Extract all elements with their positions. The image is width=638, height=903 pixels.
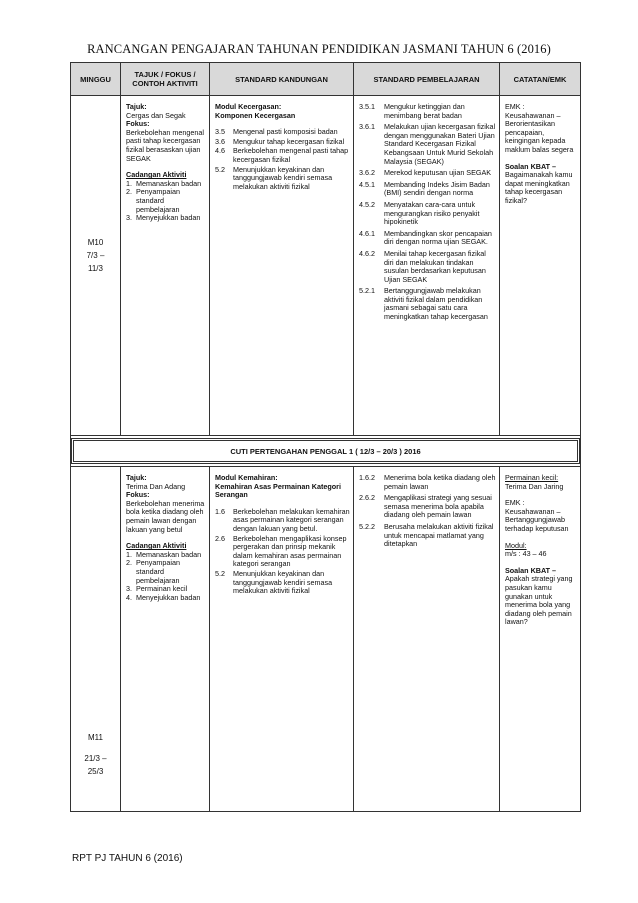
week-row-m10 [71, 96, 581, 436]
tajuk-text: Terima Dan Adang [126, 481, 186, 491]
week-row-m11 [71, 467, 581, 812]
cadangan-label: Cadangan Aktiviti [126, 541, 187, 551]
sk-item: 2.6 Berkebolehan mengaplikasi konsep pergerakan dan prinsip mekanik dalam kemahiran asas permainan kategori serangan [215, 533, 347, 569]
cadangan-item: 2. Penyampaian standard pembelajaran [126, 187, 180, 214]
tajuk-label: Tajuk: [126, 102, 147, 111]
modul-label: Modul Kecergasan: [215, 102, 282, 111]
tajuk-cell [121, 96, 210, 436]
header-tajuk: TAJUK / FOKUS / CONTOH AKTIVITI [121, 63, 210, 96]
standard-kandungan-cell [210, 96, 354, 436]
sp-item: 5.2.2 Berusaha melakukan aktiviti fizikal untuk mencapai matlamat yang ditetapkan [359, 521, 494, 549]
document-title: RANCANGAN PENGAJARAN TAHUNAN PENDIDIKAN JASMANI TAHUN 6 (2016) [87, 42, 551, 56]
emk-label: EMK : [505, 102, 525, 111]
kbat-text: Apakah strategi yang pasukan kamu gunakan untuk menerima bola yang diadang oleh pemain lawan? [505, 574, 573, 627]
kbat-text: Bagaimanakah kamu dapat meningkatkan tahap kecergasan fizikal? [505, 170, 573, 205]
cuti-row [71, 436, 581, 467]
fokus-text: Berkebolehan mengenal pasti tahap kecergasan fizikal berasaskan ujian SEGAK [126, 127, 204, 163]
sk-item: 1.6 Berkebolehan melakukan kemahiran asas permainan kategori serangan dengan lakuan yang betul. [215, 506, 350, 533]
sk-item: 3.6 Mengukur tahap kecergasan fizikal [215, 136, 345, 146]
kbat-label: Soalan KBAT – [505, 565, 556, 575]
catatan-cell [500, 467, 581, 812]
week-cell [71, 96, 121, 436]
standard-kandungan-cell [210, 467, 354, 812]
sp-item: 3.5.1 Mengukur ketinggian dan menimbang berat badan [359, 102, 465, 120]
week-number: M11 [88, 733, 103, 742]
standard-pembelajaran-cell [354, 467, 500, 812]
tajuk-cell [121, 467, 210, 812]
cadangan-item: 1. Memanaskan badan [126, 549, 202, 559]
rpt-table [70, 62, 581, 812]
modul-text: Komponen Kecergasan [215, 110, 296, 120]
header-standard-pembelajaran: STANDARD PEMBELAJARAN [354, 63, 500, 96]
week-dates-end: 11/3 [88, 264, 103, 273]
kbat-label: Soalan KBAT – [505, 161, 556, 171]
week-dates-start: 7/3 – [86, 251, 105, 260]
sk-item: 4.6 Berkebolehan mengenal pasti tahap kecergasan fizikal [215, 146, 349, 164]
emk-text: Keusahawanan – Bertanggungjawab terhadap keputusan [505, 506, 569, 533]
modul-ref-label: Modul: [505, 540, 527, 550]
header-row [71, 63, 581, 96]
standard-pembelajaran-cell [354, 96, 500, 436]
sk-item: 5.2 Menunjukkan keyakinan dan tanggungjawab kendiri semasa melakukan aktiviti fizikal [215, 164, 333, 191]
cadangan-item: 3. Permainan kecil [126, 584, 188, 594]
week-number: M10 [87, 238, 104, 247]
cadangan-item: 4. Menyejukkan badan [126, 592, 201, 602]
sp-item: 1.6.2 Menerima bola ketika diadang oleh pemain lawan [359, 473, 496, 491]
cadangan-label: Cadangan Aktiviti [126, 170, 187, 180]
tajuk-label: Tajuk: [126, 473, 147, 482]
fokus-text: Berkebolehan menerima bola ketika diadang oleh pemain lawan dengan lakuan yang betul [126, 498, 205, 534]
week-cell [71, 467, 121, 812]
modul-label: Modul Kemahiran: [215, 473, 278, 482]
sp-item: 4.6.1 Membandingkan skor pencapaian diri dengan norma ujian SEGAK. [359, 228, 492, 247]
header-standard-kandungan: STANDARD KANDUNGAN [210, 63, 354, 96]
sp-item: 2.6.2 Mengaplikasi strategi yang sesuai semasa menerima bola apabila diadang oleh pemain lawan [359, 493, 492, 520]
sp-item: 4.5.1 Membanding Indeks Jisim Badan (BMI) sendiri dengan norma [359, 179, 490, 198]
sp-item: 4.6.2 Menilai tahap kecergasan fizikal diri dan melakukan tindakan susulan berdasarkan keputusan Ujian SEGAK [359, 248, 486, 284]
modul-ref-text: m/s : 43 – 46 [505, 549, 547, 559]
permainan-label: Permainan kecil: [505, 473, 559, 482]
sp-item: 3.6.1 Melakukan ujian kecergasan fizikal dengan menggunakan Bateri Ujian Standard Kecergasan Fizikal Kebangsaan Untuk Murid Sekolah Malaysia (SEGAK) [359, 122, 496, 166]
sk-item: 3.5 Mengenal pasti komposisi badan [215, 127, 338, 137]
sk-item: 5.2 Menunjukkan keyakinan dan tanggungjawab kendiri semasa melakukan aktiviti fizikal [215, 568, 333, 596]
tajuk-text: Cergas dan Segak [126, 110, 186, 120]
emk-text: Keusahawanan – Berorientasikan pencapaian, keingingan kepada maklum balas segera [505, 110, 574, 154]
emk-label: EMK : [505, 498, 525, 508]
week-dates-start: 21/3 – [84, 754, 107, 763]
fokus-label: Fokus: [126, 490, 150, 500]
page-footer: RPT PJ TAHUN 6 (2016) [72, 853, 183, 864]
catatan-cell [500, 96, 581, 436]
fokus-label: Fokus: [126, 119, 150, 129]
modul-text: Kemahiran Asas Permainan Kategori Serangan [215, 481, 341, 500]
header-minggu: MINGGU [71, 63, 121, 96]
sp-item: 5.2.1 Bertanggungjawab melakukan aktiviti fizikal dalam pendidikan jasmani sebagai satu cara meningkatkan tahap kecergasan [359, 286, 488, 322]
permainan-text: Terima Dan Jaring [505, 481, 564, 491]
cadangan-item: 2. Penyampaian standard pembelajaran [126, 558, 180, 585]
cadangan-item: 3. Menyejukkan badan [126, 213, 201, 223]
cadangan-item: 1. Memanaskan badan [126, 178, 202, 188]
sp-item: 4.5.2 Menyatakan cara-cara untuk mengurangkan risiko penyakit hipokinetik [359, 199, 480, 227]
sp-item: 3.6.2 Merekod keputusan ujian SEGAK [359, 168, 492, 178]
header-catatan: CATATAN/EMK [500, 63, 581, 96]
cuti-banner: CUTI PERTENGAHAN PENGGAL 1 ( 12/3 – 20/3 ) 2016 [71, 438, 580, 464]
week-dates-end: 25/3 [87, 767, 104, 776]
